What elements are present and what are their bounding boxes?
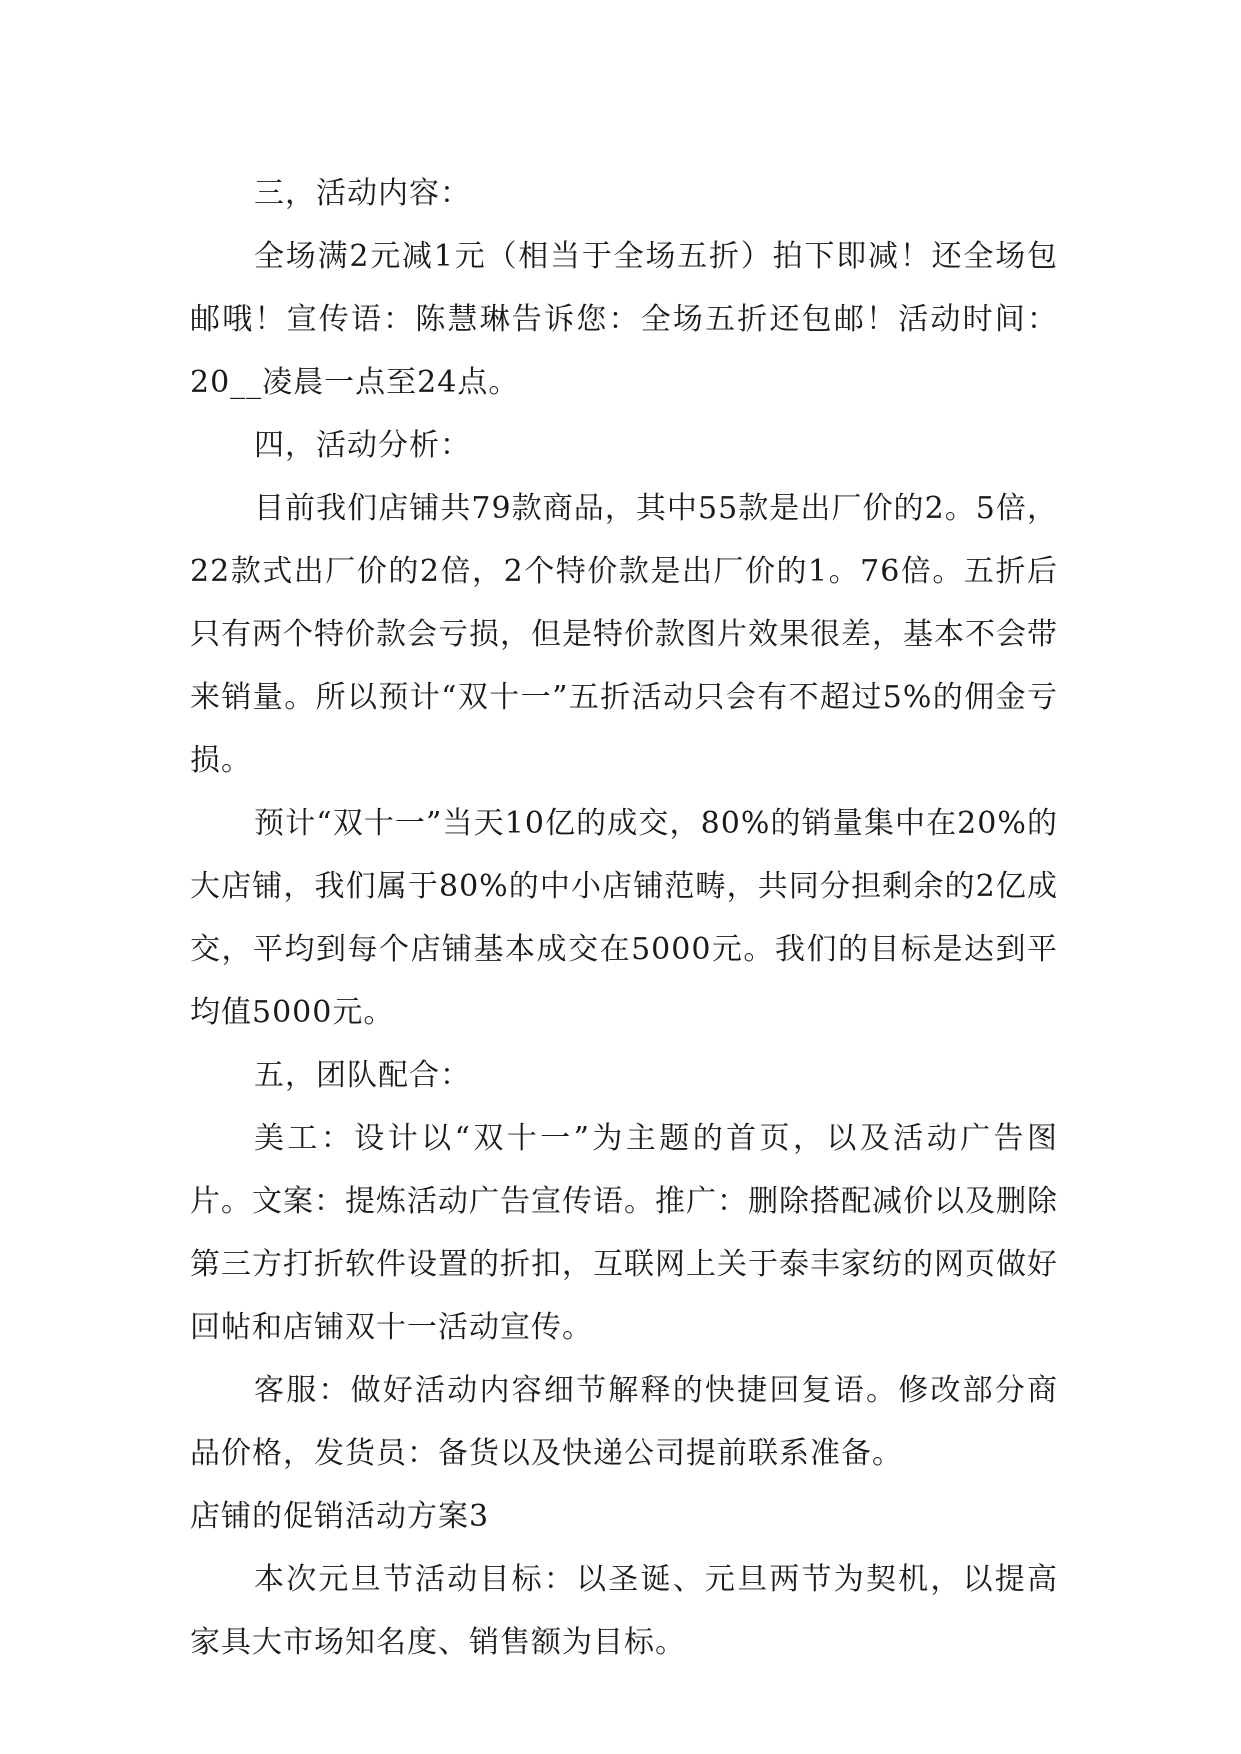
paragraph-customer-service: 客服：做好活动内容细节解释的快捷回复语。修改部分商品价格，发货员：备货以及快递公司提前联系准备。 [190, 1373, 1058, 1471]
paragraph-store-products: 目前我们店铺共79款商品，其中55款是出厂价的2。5倍，22款式出厂价的2倍，2个特价款是出厂价的1。76倍。五折后只有两个特价款会亏损，但是特价款图片效果很差，基本不会带来销量。所以预计“双十一”五折活动只会有不超过5%的佣金亏损。 [190, 491, 1058, 778]
section-heading-activity-analysis: 四，活动分析： [254, 428, 471, 463]
paragraph-activity-content: 全场满2元减1元（相当于全场五折）拍下即减！还全场包邮哦！宣传语：陈慧琳告诉您：全场五折还包邮！活动时间：20__凌晨一点至24点。 [190, 239, 1058, 400]
paragraph-sales-forecast: 预计“双十一”当天10亿的成交，80%的销量集中在20%的大店铺，我们属于80%的中小店铺范畴，共同分担剩余的2亿成交，平均到每个店铺基本成交在5000元。我们的目标是达到平均值5000元。 [190, 806, 1058, 1030]
section-heading-activity-content: 三，活动内容： [254, 176, 471, 211]
document-body [190, 162, 1058, 1674]
paragraph-design-copy-promotion: 美工：设计以“双十一”为主题的首页，以及活动广告图片。文案：提炼活动广告宣传语。推广：删除搭配减价以及删除第三方打折软件设置的折扣，互联网上关于泰丰家纺的网页做好回帖和店铺双十一活动宣传。 [190, 1121, 1058, 1345]
document-section-title: 店铺的促销活动方案3 [190, 1499, 490, 1534]
paragraph-new-year-goal: 本次元旦节活动目标：以圣诞、元旦两节为契机，以提高家具大市场知名度、销售额为目标。 [190, 1562, 1058, 1660]
section-heading-team-cooperation: 五，团队配合： [254, 1058, 471, 1093]
